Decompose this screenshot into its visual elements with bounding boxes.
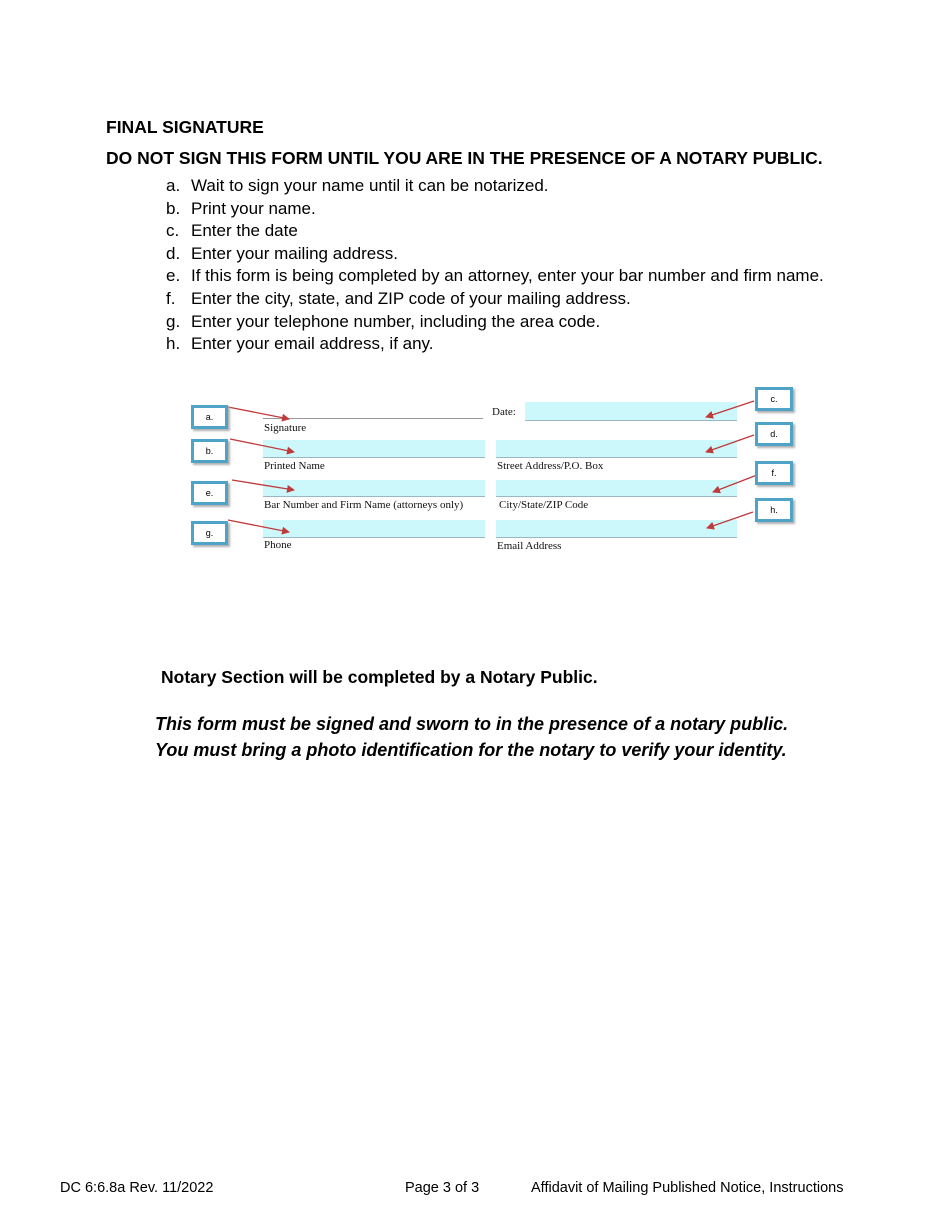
signature-label: Signature [264, 422, 307, 434]
item-text: Enter your email address, if any. [191, 334, 434, 354]
instruction-item [166, 333, 824, 356]
arrow-b [230, 439, 294, 452]
item-letter: h. [166, 334, 181, 354]
callout-tag-d: d. [755, 422, 793, 446]
printed-name-label: Printed Name [264, 460, 325, 472]
instruction-list [166, 175, 824, 356]
arrow-a [228, 407, 289, 419]
footer-doc-title: Affidavit of Mailing Published Notice, Instructions [531, 1180, 844, 1196]
notice-line-2: You must bring a photo identification for the notary to verify your identity. [155, 740, 787, 760]
city-state-zip-label: City/State/ZIP Code [499, 499, 589, 511]
item-letter: b. [166, 198, 181, 218]
callout-tag-f: f. [755, 461, 793, 485]
instruction-item [166, 198, 824, 221]
instruction-item [166, 311, 824, 334]
instruction-item [166, 265, 824, 288]
email-label: Email Address [497, 540, 562, 552]
callout-tag-h: h. [755, 498, 793, 522]
instruction-item [166, 220, 824, 243]
notice-line-1: This form must be signed and sworn to in the presence of a notary public. [155, 714, 789, 734]
signature-block-illustration [0, 380, 950, 560]
street-address-label: Street Address/P.O. Box [497, 460, 604, 472]
section-title: FINAL SIGNATURE [106, 117, 264, 137]
arrow-c [706, 401, 754, 417]
item-text: If this form is being completed by an attorney, enter your bar number and firm name. [191, 266, 824, 286]
item-letter: g. [166, 311, 181, 331]
item-letter: a. [166, 176, 181, 195]
arrow-e [232, 480, 294, 490]
notary-warning: DO NOT SIGN THIS FORM UNTIL YOU ARE IN THE PRESENCE OF A NOTARY PUBLIC. [106, 148, 823, 168]
instruction-item [166, 288, 824, 311]
instruction-item [166, 175, 824, 198]
callout-tag-b: b. [191, 439, 228, 463]
notary-note: Notary Section will be completed by a Notary Public. [161, 667, 598, 687]
arrow-g [228, 520, 289, 532]
item-letter: d. [166, 243, 181, 263]
item-letter: c. [166, 221, 180, 241]
footer-form-id: DC 6:6.8a Rev. 11/2022 [60, 1180, 214, 1196]
item-text: Enter your mailing address. [191, 243, 398, 263]
item-letter: f. [166, 288, 176, 308]
callout-tag-g: g. [191, 521, 228, 545]
callout-tag-c: c. [755, 387, 793, 411]
item-text: Enter the date [191, 221, 298, 241]
item-letter: e. [166, 266, 181, 286]
date-label: Date: [492, 406, 516, 418]
arrow-d [706, 435, 754, 452]
arrow-f [713, 475, 757, 492]
callout-tag-e: e. [191, 481, 228, 505]
phone-label: Phone [264, 539, 292, 551]
item-text: Enter the city, state, and ZIP code of your mailing address. [191, 288, 631, 308]
bar-firm-label: Bar Number and Firm Name (attorneys only) [264, 499, 464, 511]
callout-arrows [0, 380, 950, 560]
footer-page-number: Page 3 of 3 [405, 1180, 480, 1196]
callout-tag-a: a. [191, 405, 228, 429]
item-text: Wait to sign your name until it can be notarized. [191, 176, 549, 195]
instruction-item [166, 243, 824, 266]
arrow-h [707, 512, 753, 528]
item-text: Print your name. [191, 198, 316, 218]
item-text: Enter your telephone number, including the area code. [191, 311, 601, 331]
